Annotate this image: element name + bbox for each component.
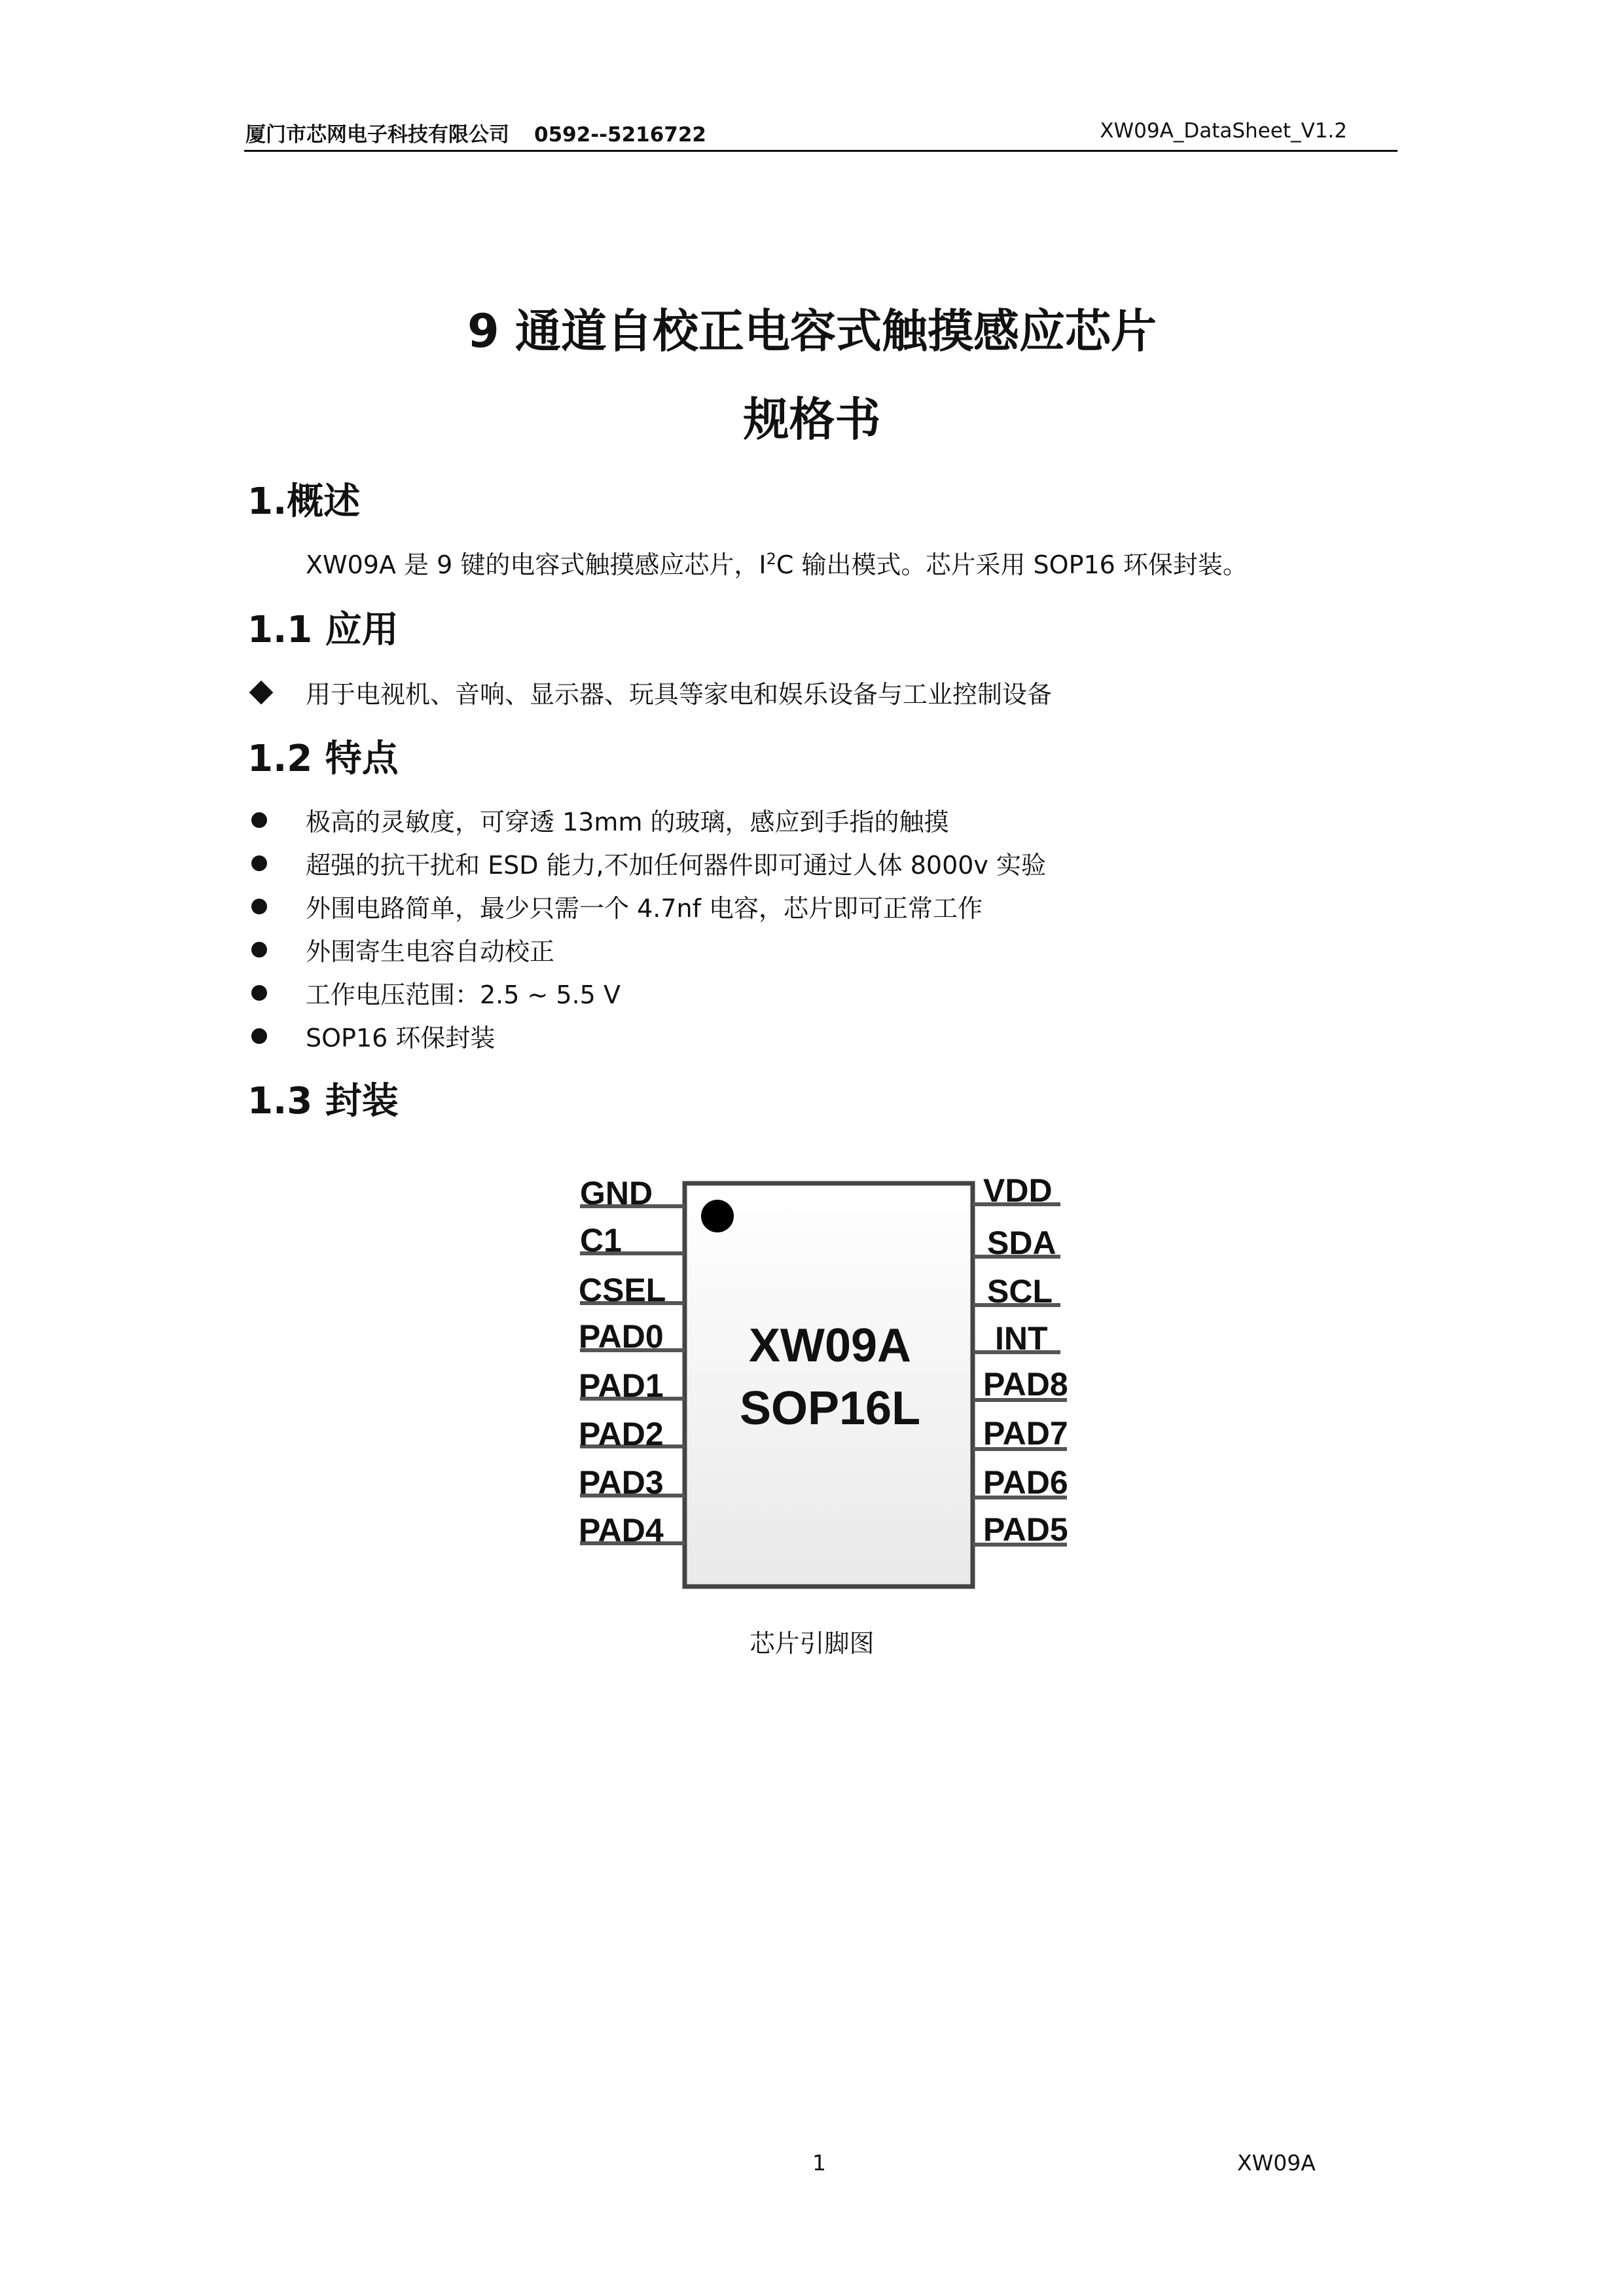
feature-item	[247, 845, 1046, 881]
overview-text-start: XW09A 是 9 键的电容式触摸感应芯片，I	[306, 550, 767, 579]
pin-label-scl: SCL	[987, 1273, 1053, 1310]
feature-item-text: 超强的抗干扰和 ESD 能力,不加任何器件即可通过人体 8000v 实验	[306, 851, 1046, 880]
overview-paragraph	[306, 545, 1248, 581]
document-subtitle: 规格书	[743, 393, 881, 446]
pin-label-sda: SDA	[987, 1225, 1056, 1261]
figure-caption: 芯片引脚图	[749, 1629, 875, 1658]
header-company	[245, 118, 706, 147]
pin-label-pad6: PAD6	[983, 1464, 1068, 1501]
overview-superscript: 2	[766, 550, 776, 568]
feature-item	[247, 931, 554, 967]
header-rule	[244, 150, 1398, 152]
section-heading-overview: 1.概述	[247, 480, 361, 523]
pin-label-pad5: PAD5	[983, 1511, 1068, 1548]
pin-label-vdd: VDD	[983, 1172, 1053, 1209]
application-item	[247, 674, 1052, 710]
feature-item	[247, 975, 621, 1011]
pin-label-int: INT	[995, 1320, 1048, 1357]
section-heading-package: 1.3 封装	[247, 1080, 399, 1122]
pin-label-c1: C1	[580, 1222, 622, 1259]
feature-item	[247, 1018, 495, 1054]
feature-item	[247, 802, 949, 838]
pin-label-pad0: PAD0	[579, 1318, 664, 1355]
dot-bullet-icon	[247, 899, 306, 914]
feature-item-text: 工作电压范围：2.5 ~ 5.5 V	[306, 980, 621, 1009]
chip-package-type: SOP16L	[739, 1382, 921, 1435]
pin-label-pad2: PAD2	[579, 1416, 664, 1452]
pin-label-pad7: PAD7	[983, 1415, 1068, 1452]
dot-bullet-icon	[247, 1028, 306, 1044]
header-doc-id: XW09A_DataSheet_V1.2	[1100, 119, 1347, 143]
feature-item-text: 外围电路简单，最少只需一个 4.7nf 电容，芯片即可正常工作	[306, 894, 983, 923]
pin-label-csel: CSEL	[579, 1272, 666, 1308]
company-name: 厦门市芯网电子科技有限公司	[245, 123, 509, 147]
pin-label-pad3: PAD3	[579, 1464, 664, 1501]
pin-label-pad8: PAD8	[983, 1366, 1068, 1403]
chip-name: XW09A	[748, 1319, 912, 1372]
section-heading-application: 1.1 应用	[247, 609, 399, 651]
footer-doc-name: XW09A	[1237, 2150, 1316, 2176]
pin1-marker	[701, 1200, 734, 1232]
application-item-text: 用于电视机、音响、显示器、玩具等家电和娱乐设备与工业控制设备	[306, 680, 1053, 709]
overview-text-end: C 输出模式。芯片采用 SOP16 环保封装。	[776, 550, 1248, 579]
dot-bullet-icon	[247, 812, 306, 828]
dot-bullet-icon	[247, 985, 306, 1001]
feature-item-text: SOP16 环保封装	[306, 1024, 496, 1052]
diamond-bullet-icon	[247, 684, 306, 701]
dot-bullet-icon	[247, 942, 306, 958]
page-number: 1	[812, 2150, 826, 2176]
pin-label-gnd: GND	[580, 1175, 653, 1211]
feature-item-text: 外围寄生电容自动校正	[306, 937, 555, 966]
pin-label-pad4: PAD4	[579, 1512, 664, 1549]
section-heading-features: 1.2 特点	[247, 738, 399, 780]
feature-item-text: 极高的灵敏度，可穿透 13mm 的玻璃，感应到手指的触摸	[306, 808, 949, 836]
dot-bullet-icon	[247, 855, 306, 871]
chip-pinout-diagram	[556, 1139, 1093, 1597]
pin-label-pad1: PAD1	[579, 1367, 664, 1404]
feature-item	[247, 888, 983, 924]
company-phone: 0592--5216722	[534, 123, 707, 147]
document-title: 9 通道自校正电容式触摸感应芯片	[467, 304, 1157, 358]
